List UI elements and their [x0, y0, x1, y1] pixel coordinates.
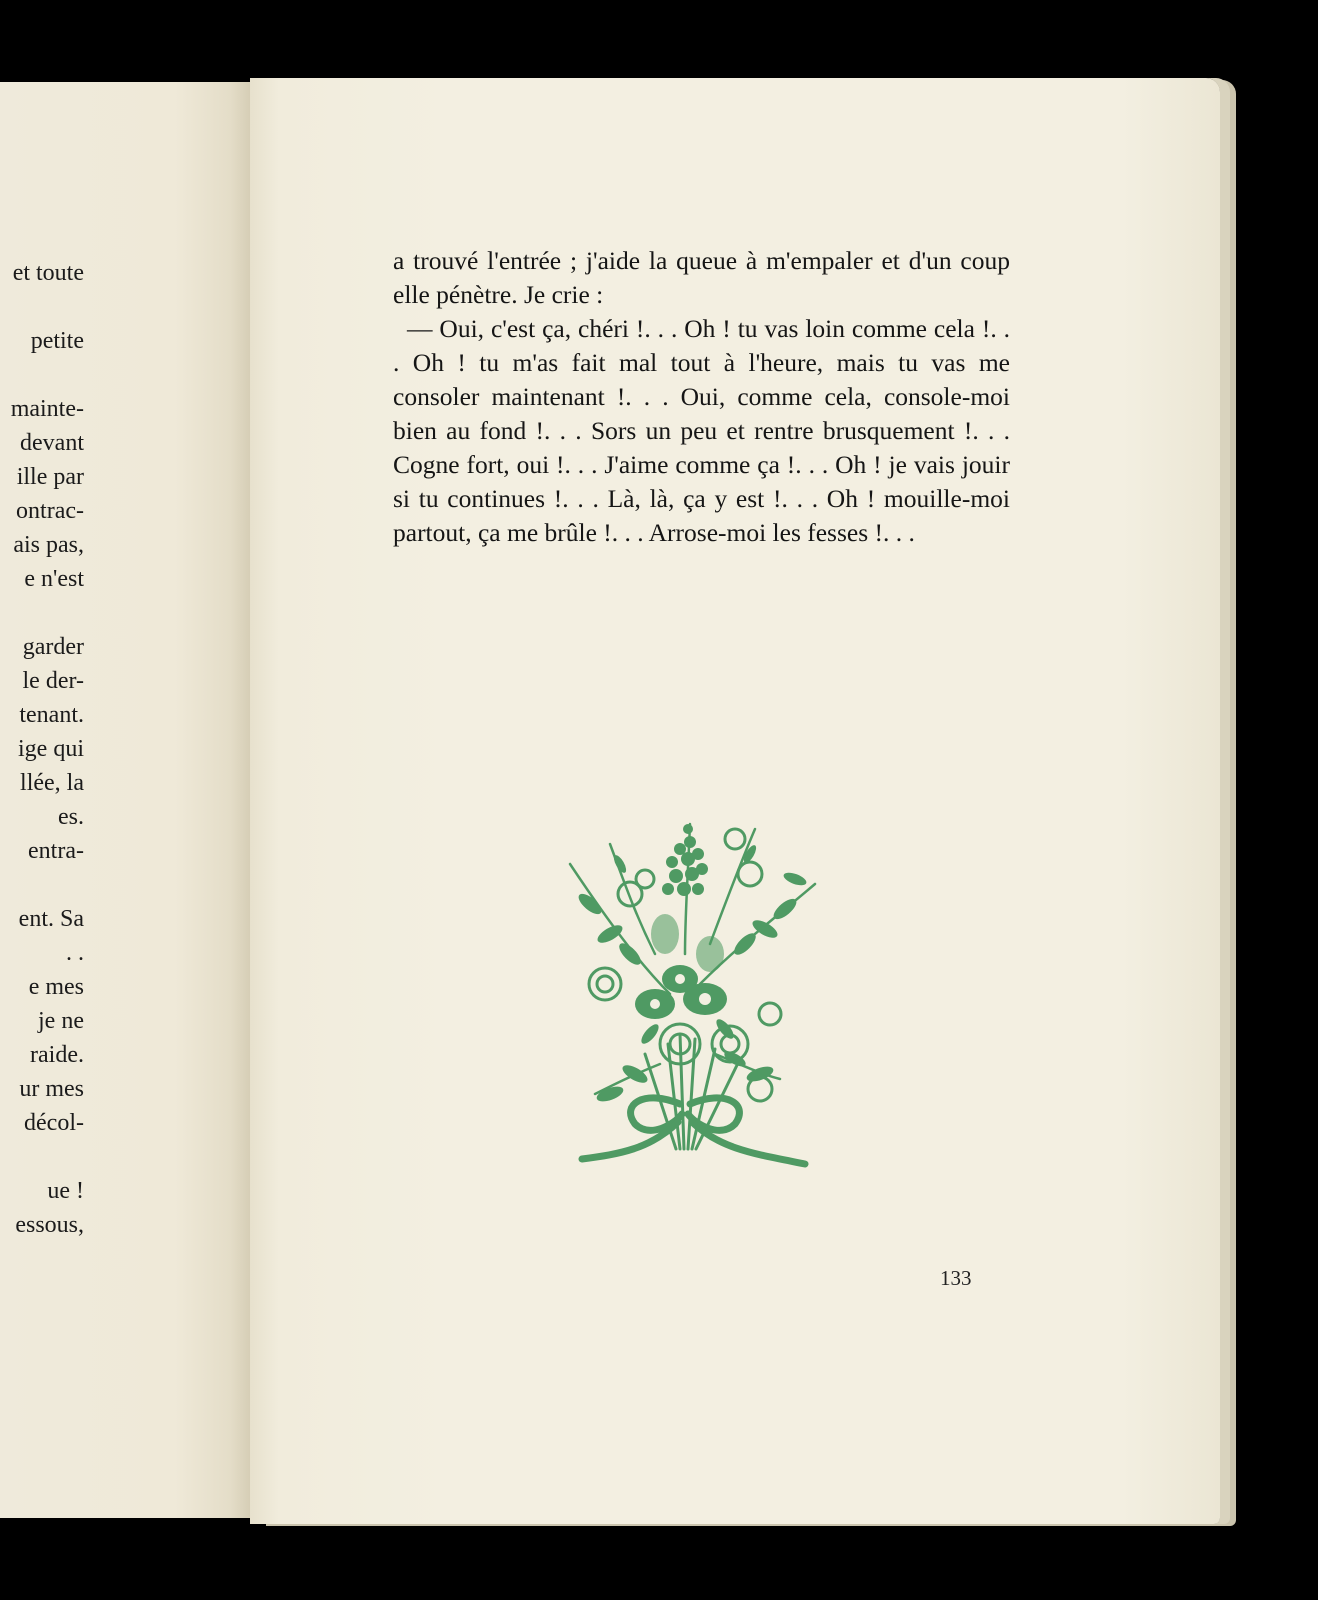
- left-page-line: [0, 290, 84, 324]
- left-page-line: [0, 358, 84, 392]
- left-page-line: ille par: [16, 464, 84, 490]
- left-page-line: entra-: [28, 838, 84, 864]
- left-page-line: ige qui: [18, 736, 84, 762]
- left-page-line: mainte-: [10, 396, 84, 422]
- left-page-line: ue !: [47, 1178, 84, 1204]
- left-page-line: ontrac-: [16, 498, 84, 524]
- left-page-text: [0, 256, 84, 1242]
- left-page-line: llée, la: [20, 770, 84, 796]
- left-page-line: ais pas,: [13, 532, 84, 558]
- left-page-line: . .: [66, 940, 84, 966]
- page-number: 133: [940, 1266, 972, 1290]
- open-book: [0, 78, 1240, 1528]
- left-page-line: es.: [58, 804, 84, 830]
- left-page-line: je ne: [38, 1008, 84, 1034]
- right-page: [250, 78, 1220, 1524]
- left-page-line: [0, 596, 84, 630]
- left-page-line: devant: [20, 430, 84, 456]
- left-page-line: raide.: [30, 1042, 84, 1068]
- left-page-line: et toute: [12, 260, 84, 286]
- paragraph-1: a trouvé l'entrée ; j'aide la queue à m'empaler et d'un coup elle pénètre. Je crie :: [393, 246, 1010, 309]
- left-page-line: le der-: [22, 668, 84, 694]
- left-page-line: essous,: [15, 1212, 84, 1238]
- paragraph-2: — Oui, c'est ça, chéri !. . . Oh ! tu vas loin comme cela !. . . Oh ! tu m'as fait mal tout à l'heure, mais tu vas me consoler maintenant !. . . Oui, comme cela, console-moi bien au fond !. . . Sors un peu et rentre brusquement !. . . Cogne fort, oui !. . . J'aime comme ça !. . . Oh ! je vais jouir si tu continues !. . . Là, là, ça y est !. . . Oh ! mouille-moi partout, ça me brûle !. . . Arrose-moi les fesses !. . .: [393, 314, 1010, 547]
- left-page-line: e mes: [28, 974, 84, 1000]
- left-page-line: garder: [22, 634, 84, 660]
- left-page-line: ent. Sa: [18, 906, 84, 932]
- left-page: [0, 82, 250, 1518]
- left-page-line: tenant.: [19, 702, 84, 728]
- left-page-line: [0, 1140, 84, 1174]
- left-page-line: décol-: [24, 1110, 84, 1136]
- left-page-line: petite: [30, 328, 84, 354]
- left-page-line: [0, 868, 84, 902]
- left-page-line: e n'est: [24, 566, 84, 592]
- body-text: [393, 244, 1010, 550]
- flower-bouquet-icon: [550, 804, 820, 1174]
- left-page-line: ur mes: [19, 1076, 84, 1102]
